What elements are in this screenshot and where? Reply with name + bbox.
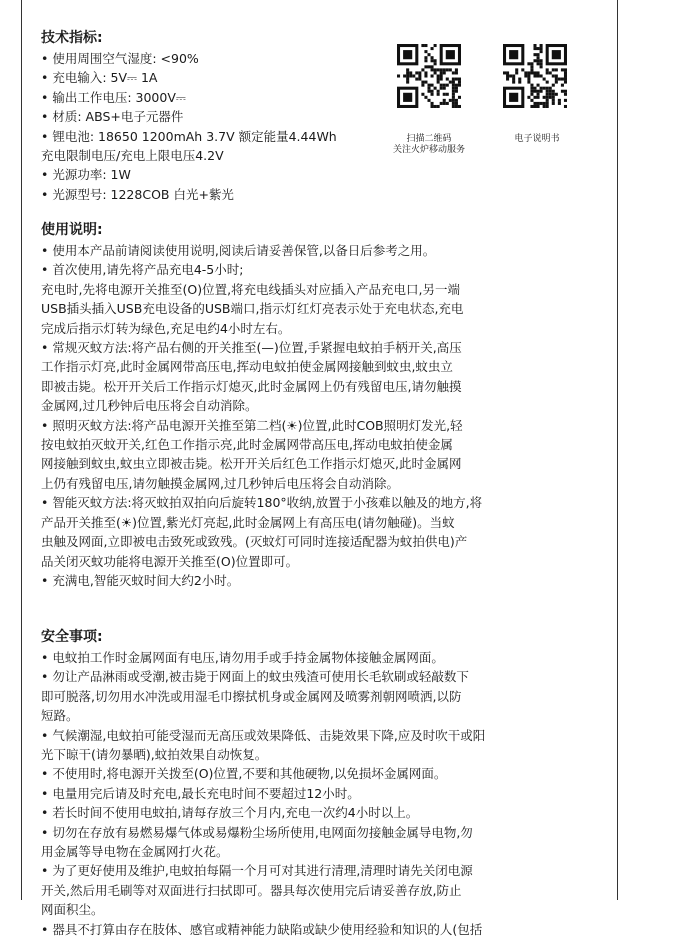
manual-qr-code-icon xyxy=(503,44,567,108)
qr-label-line: 关注火炉移动服务 xyxy=(392,145,465,155)
spec-line: • 使用周围空气湿度: <90% xyxy=(41,51,199,66)
specs-heading: 技术指标: xyxy=(41,30,103,46)
usage-line: 充电时,先将电源开关推至(O)位置,将充电线插头对应插入产品充电口,另一端 xyxy=(41,281,461,297)
spec-line: • 光源功率: 1W xyxy=(41,167,131,183)
usage-heading: 使用说明: xyxy=(41,222,103,238)
spec-line: • 充电输入: 5V⎓ 1A xyxy=(41,70,158,86)
usage-line: • 充满电,智能灭蚊时间大约2小时。 xyxy=(41,572,240,588)
usage-line: 品关闭灭蚊功能将电源开关推至(O)位置即可。 xyxy=(41,553,299,569)
safety-line: 网面积尘。 xyxy=(41,902,104,918)
usage-line: • 照明灭蚊方法:将产品电源开关推至第二档(☀)位置,此时COB照明灯发光,轻 xyxy=(41,417,463,433)
safety-line: • 不使用时,将电源开关拨至(O)位置,不要和其他硬物,以免损坏金属网面。 xyxy=(41,766,447,782)
qr-label-line: 扫描二维码 xyxy=(406,134,452,144)
qr-label-manual xyxy=(497,134,577,145)
safety-line: • 电量用完后请及时充电,最长充电时间不要超过12小时。 xyxy=(41,785,360,801)
usage-line: 工作指示灯亮,此时金属网带高压电,挥动电蚊拍使金属网接触到蚊虫,蚊虫立 xyxy=(41,359,453,375)
usage-line: • 使用本产品前请阅读使用说明,阅读后请妥善保管,以备日后参考之用。 xyxy=(41,243,436,258)
safety-line: 即可脱落,切勿用水冲洗或用湿毛巾擦拭机身或金属网及喷雾剂朝网喷洒,以防 xyxy=(41,688,462,704)
usage-line: 上仍有残留电压,请勿触摸金属网,过几秒钟后电压将会自动消除。 xyxy=(41,475,399,491)
safety-section xyxy=(41,627,485,939)
spec-line: • 材质: ABS+电子元器件 xyxy=(41,109,184,125)
manual-sheet xyxy=(21,0,618,937)
usage-line: 完成后指示灯转为绿色,充足电约4小时左右。 xyxy=(41,320,291,336)
usage-section xyxy=(41,220,482,590)
manual-content xyxy=(41,28,601,937)
usage-line: 即被击毙。松开开关后工作指示灯熄灭,此时金属网上仍有残留电压,请勿触摸 xyxy=(41,378,462,394)
safety-line: • 器具不打算由存在肢体、感官或精神能力缺陷或缺少使用经验和知识的人(包括 xyxy=(41,921,483,937)
qr-label-line: 电子说明书 xyxy=(514,134,560,144)
safety-heading: 安全事项: xyxy=(41,629,103,645)
safety-line: 短路。 xyxy=(41,708,79,724)
qr-codes xyxy=(392,44,597,174)
safety-line: • 若长时间不使用电蚊拍,请每存放三个月内,充电一次约4小时以上。 xyxy=(41,805,419,821)
safety-line: • 切勿在存放有易燃易爆气体或易爆粉尘场所使用,电网面勿接触金属导电物,勿 xyxy=(41,824,473,840)
qr-label-wechat xyxy=(389,134,469,156)
safety-line: • 电蚊拍工作时金属网面有电压,请勿用手或手持金属物体接触金属网面。 xyxy=(41,650,444,665)
spec-line: • 锂电池: 18650 1200mAh 3.7V 额定能量4.44Wh xyxy=(41,128,337,144)
safety-line: 用金属等导电物在金属网打火花。 xyxy=(41,844,229,860)
safety-line: • 气候潮湿,电蚊拍可能受湿而无高压或效果降低、击毙效果下降,应及时吹干或阳 xyxy=(41,727,486,743)
usage-line: 金属网,过几秒钟后电压将会自动消除。 xyxy=(41,398,258,414)
spec-line: • 光源型号: 1228COB 白光+紫光 xyxy=(41,186,234,202)
usage-line: 按电蚊拍灭蚊开关,红色工作指示亮,此时金属网带高压电,挥动电蚊拍使金属 xyxy=(41,437,453,453)
usage-line: • 首次使用,请先将产品充电4-5小时; xyxy=(41,262,244,278)
usage-line: USB插头插入USB充电设备的USB端口,指示灯红灯亮表示处于充电状态,充电 xyxy=(41,301,464,317)
safety-line: • 为了更好使用及维护,电蚊拍每隔一个月可对其进行清理,清理时请先关闭电源 xyxy=(41,863,473,879)
usage-line: • 常规灭蚊方法:将产品右侧的开关推至(—)位置,手紧握电蚊拍手柄开关,高压 xyxy=(41,340,462,356)
spec-line: 充电限制电压/充电上限电压4.2V xyxy=(41,148,224,164)
usage-line: 网接触到蚊虫,蚊虫立即被击毙。松开开关后红色工作指示灯熄灭,此时金属网 xyxy=(41,456,462,472)
usage-line: 虫触及网面,立即被电击致死或致残。(灭蚊灯可同时连接适配器为蚊拍供电)产 xyxy=(41,534,468,550)
safety-line: 开关,然后用毛刷等对双面进行扫拭即可。器具每次使用完后请妥善存放,防止 xyxy=(41,882,462,898)
wechat-qr-code-icon xyxy=(397,44,461,108)
safety-line: • 勿让产品淋雨或受潮,被击毙于网面上的蚊虫残渣可使用长毛软刷或轻敲数下 xyxy=(41,669,469,685)
spec-line: • 输出工作电压: 3000V⎓ xyxy=(41,89,186,105)
usage-line: 产品开关推至(☀)位置,紫光灯亮起,此时金属网上有高压电(请勿触碰)。当蚊 xyxy=(41,514,455,530)
safety-line: 光下晾干(请勿暴晒),蚊拍效果自动恢复。 xyxy=(41,747,268,763)
usage-line: • 智能灭蚊方法:将灭蚊拍双拍向后旋转180°收纳,放置于小孩难以触及的地方,将 xyxy=(41,495,483,511)
